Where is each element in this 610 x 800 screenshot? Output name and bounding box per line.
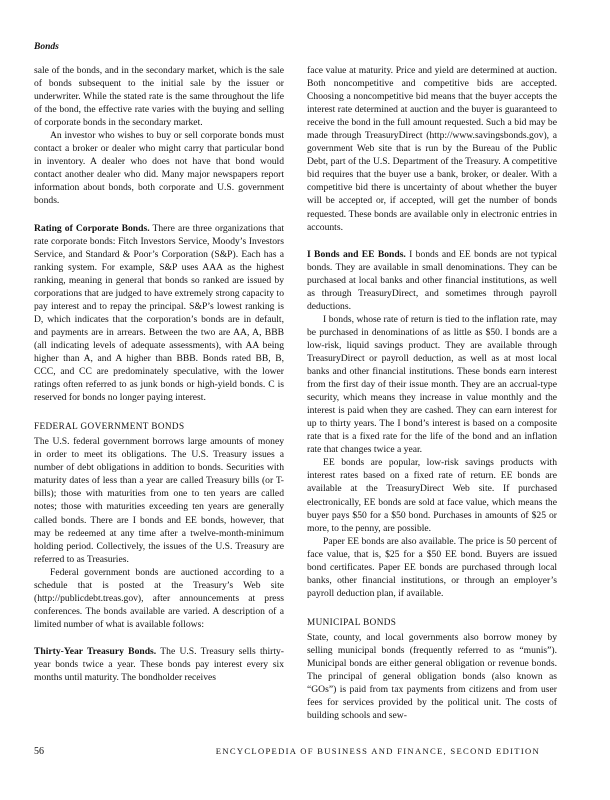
paragraph: State, county, and local governments also borrow money by selling municipal bonds (frequently referred to as “munis”). Municipal bonds are either general obligation or revenue bonds. The principal of general obligation bonds (also known as “GOs”) is paid from tax payments from citizens and from user fees for services provided by the political unit. The costs of building schools and sew-: [307, 631, 557, 722]
run-in-heading: Thirty-Year Treasury Bonds.: [34, 645, 157, 657]
paragraph: Paper EE bonds are also available. The price is 50 percent of face value, that is, $25 for a $50 EE bond. Buyers are issued bond certificates. Paper EE bonds are purchased through local banks, other financial institutions, or through an employer’s payroll deduction plan, if available.: [307, 535, 557, 599]
left-column: [34, 64, 284, 684]
page-footer: [34, 746, 540, 757]
paragraph: EE bonds are popular, low-risk savings products with interest rates based on a fixed rate of return. EE bonds are available at the TreasuryDirect Web site. If purchased electronically, EE bonds are sold at face value, which means the buyer pays $50 for a $50 bond. Purchases in amounts of $25 or more, to the penny, are possible.: [307, 457, 557, 534]
paragraph-thirty-year: [34, 645, 284, 684]
running-head: Bonds: [34, 42, 59, 52]
paragraph-i-bonds: [307, 248, 557, 313]
paragraph: face value at maturity. Price and yield are determined at auction. Both noncompetitive and competitive bids are accepted. Choosing a noncompetitive bid means that the buyer accepts the interest rate determined at auction and the buyer is guaranteed to receive the bond in the full amount requested. Such a bid may be made through TreasuryDirect (http://www.savingsbonds.gov), a government Web site that is run by the Bureau of the Public Debt, part of the U.S. Department of the Treasury. A competitive bid requires that the buyer use a bank, broker, or dealer. With a competitive bid there is uncertainty of about whether the buyer will be accepted or, if accepted, will get the number of bonds requested. These bonds are available only in electronic entries in accounts.: [307, 65, 557, 233]
paragraph: I bonds, whose rate of return is tied to the inflation rate, may be purchased in denominations of as little as $50. I bonds are a low-risk, liquid savings product. They are available through TreasuryDirect or payroll deduction, as well as at most local banks and other financial institutions. These bonds earn interest from the first day of their issue month. They are an accrual-type security, which means they increase in value monthly and the interest is paid when they are cashed. They can earn interest for up to thirty years. The I bond’s interest is based on a composite rate that is a fixed rate for the life of the bond and an inflation rate that changes twice a year.: [307, 313, 557, 456]
paragraph: Federal government bonds are auctioned according to a schedule that is posted at the Treasury’s Web site (http://publicdebt.treas.gov), after announcements at press conferences. The bonds available are varied. A description of a limited number of what is available follows:: [34, 566, 284, 630]
section-heading: FEDERAL GOVERNMENT BONDS: [34, 421, 185, 432]
paragraph-text: There are three organizations that rate corporate bonds: Fitch Investors Service, Moody’s Investors Service, and Standard & Poor’s Corporation (S&P). Each has a ranking system. For example, S&P uses AAA as the highest ranking, meaning in general that bonds so ranked are issued by corporations that are judged to have extremely strong capacity to pay interest and to repay the principal. S&P’s lowest ranking is D, which indicates that the corporation’s bonds are in default, and payments are in arrears. Between the two are AA, A, BBB (all indicating levels of adequate assessments), with AA being higher than A, and A higher than BBB. Bonds rated BB, B, CCC, and CC are predominately speculative, with the lower ratings often referred to as junk bonds or high-yield bonds. C is reserved for bonds no longer paying interest.: [34, 222, 284, 404]
paragraph-text: I bonds and EE bonds are not typical bonds. They are available in small denominations. They can be purchased at local banks and other financial institutions, as well as through TreasuryDirect, and sometimes through payroll deductions.: [307, 248, 557, 312]
publication-title: ENCYCLOPEDIA OF BUSINESS AND FINANCE, SECOND EDITION: [215, 746, 540, 756]
paragraph: An investor who wishes to buy or sell corporate bonds must contact a broker or dealer who might carry that particular bond in inventory. A dealer who does not have that bond would contact another dealer who did. Many major newspapers report information about bonds, both corporate and U.S. government bonds.: [34, 130, 284, 207]
paragraph: sale of the bonds, and in the secondary market, which is the sale of bonds subsequent to the initial sale by the issuer or underwriter. While the stated rate is the same throughout the life of the bond, the effective rate varies with the buying and selling of corporate bonds in the secondary market.: [34, 65, 284, 129]
page-number: 56: [34, 746, 44, 757]
section-heading: MUNICIPAL BONDS: [307, 616, 397, 627]
paragraph: The U.S. federal government borrows large amounts of money in order to meet its obligations. The U.S. Treasury issues a number of debt obligations in addition to bonds. Securities with maturity dates of less than a year are called Treasury bills (or T-bills); those with maturities from one to ten years are called notes; those with maturities exceeding ten years are generally called bonds. There are I bonds and EE bonds, however, that may be redeemed at any time after a twelve-month-minimum holding period. Collectively, the issues of the U.S. Treasury are referred to as Treasuries.: [34, 436, 284, 565]
right-column: [307, 64, 557, 722]
run-in-heading: Rating of Corporate Bonds.: [34, 222, 150, 234]
run-in-heading: I Bonds and EE Bonds.: [307, 248, 406, 260]
paragraph-rating: [34, 222, 284, 405]
paragraph-text: The U.S. Treasury sells thirty-year bonds twice a year. These bonds pay interest every six months until maturity. The bondholder receives: [34, 645, 284, 684]
